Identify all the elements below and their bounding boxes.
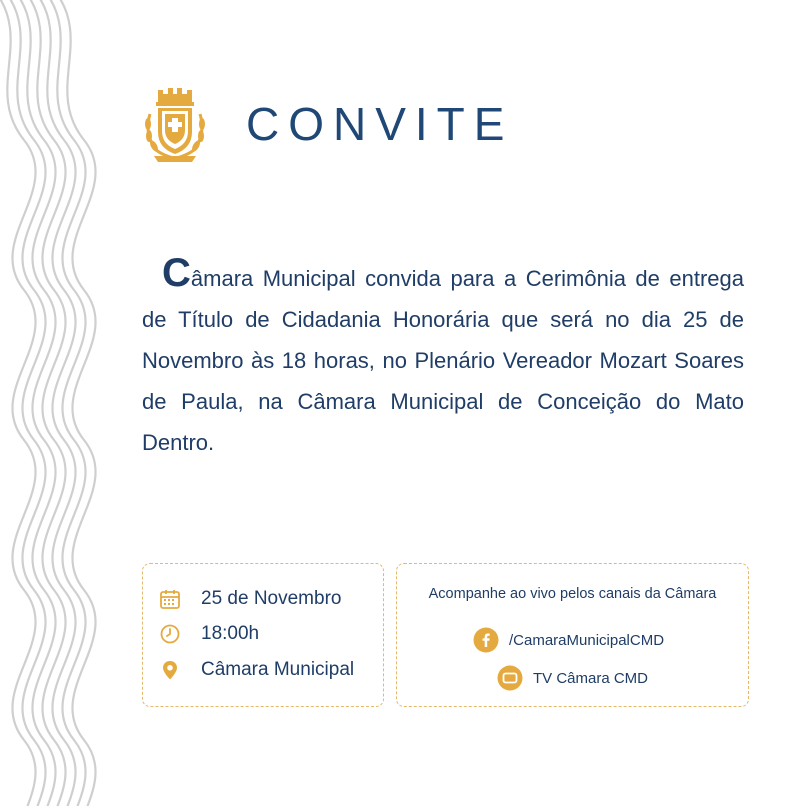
follow-card: [396, 563, 749, 707]
page-title: CONVITE: [246, 98, 514, 150]
tv-channel-name: TV Câmara CMD: [533, 669, 649, 687]
municipal-crest-icon: [140, 84, 210, 164]
event-time: 18:00h: [201, 623, 260, 644]
clock-icon: [159, 623, 181, 645]
date-row: [159, 588, 341, 610]
decorative-waves: [0, 0, 110, 806]
facebook-link[interactable]: [473, 627, 664, 653]
calendar-icon: [159, 588, 181, 610]
header: [140, 84, 513, 164]
follow-title: Acompanhe ao vivo pelos canais da Câmara: [428, 586, 717, 602]
invitation-text: [142, 251, 744, 463]
tv-channel-link[interactable]: [497, 665, 648, 691]
map-pin-icon: [159, 659, 181, 681]
time-row: [159, 623, 259, 645]
facebook-icon: [473, 627, 499, 653]
event-date: 25 de Novembro: [201, 588, 342, 609]
event-location: Câmara Municipal: [201, 659, 355, 680]
location-row: [159, 659, 354, 681]
tv-icon: [497, 665, 523, 691]
facebook-handle: /CamaraMunicipalCMD: [509, 631, 665, 649]
drop-cap: C: [162, 251, 191, 295]
event-details-card: [142, 563, 384, 707]
invitation-body: âmara Municipal convida para a Cerimônia de entrega de Título de Cidadania Honorária que será no dia 25 de Novembro às 18 horas, no Plenário Vereador Mozart Soares de Paula, na Câmara Municipal de Conceição do Mato Dentro.: [142, 266, 744, 455]
